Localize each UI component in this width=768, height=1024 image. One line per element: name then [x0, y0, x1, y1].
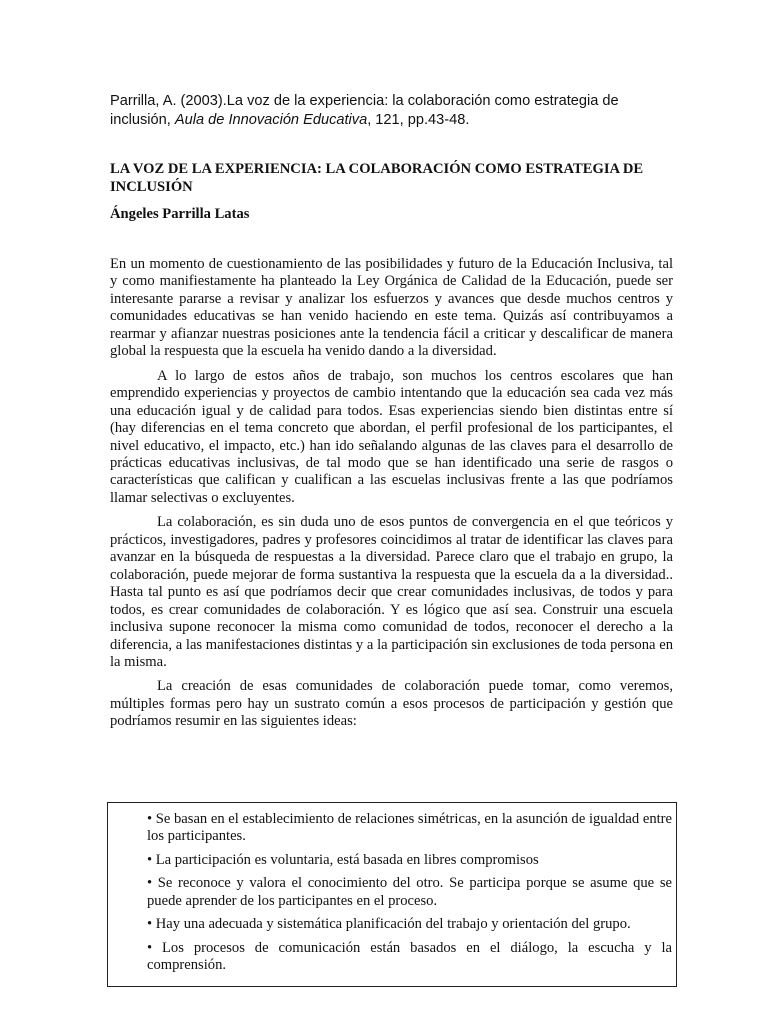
key-idea-item: • Los procesos de comunicación están basados en el diálogo, la escucha y la comprensión. — [147, 939, 672, 974]
key-ideas-list — [147, 811, 672, 975]
key-ideas-box — [107, 802, 677, 987]
key-idea-item: • Se basan en el establecimiento de relaciones simétricas, en la asunción de igualdad entre los participantes. — [147, 811, 673, 845]
article-title: LA VOZ DE LA EXPERIENCIA: LA COLABORACIÓN COMO ESTRATEGIA DE INCLUSIÓN — [110, 161, 644, 195]
key-idea-item: • Hay una adecuada y sistemática planificación del trabajo y orientación del grupo. — [147, 916, 631, 933]
paragraph-intro: En un momento de cuestionamiento de las posibilidades y futuro de la Educación Inclusiva, tal y como manifiestamente ha planteado la Ley Orgánica de Calidad de la Educación, puede ser interesante pararse a revisar y analizar los esfuerzos y avances que desde muchos centros y comunidades educativas se han venido haciendo en este tema. Quizás así contribuyamos a rearmar y afianzar nuestras posiciones ante la tendencia fácil a criticar y descalificar de manera global la respuesta que la escuela ha venido dando a la diversidad. — [110, 256, 673, 360]
citation — [110, 92, 670, 130]
paragraph-collaboration: La colaboración, es sin duda uno de esos puntos de convergencia en el que teóricos y prácticos, investigadores, padres y profesores coincidimos al tratar de identificar las claves para avanzar en la búsqueda de respuestas a la diversidad. Parece claro que el trabajo en grupo, la colaboración, puede mejorar de forma sustantiva la respuesta que la escuela da a la diversidad.. Hasta tal punto es así que podríamos decir que crear comunidades inclusivas, de todos y para todos, es crear comunidades de colaboración. Y es lógico que así sea. Construir una escuela inclusiva supone reconocer la misma como comunidad de todos, reconocer el derecho a la diferencia, a las manifestaciones distintas y a la participación sin exclusiones de toda persona en la misma. — [110, 514, 673, 670]
paragraph-communities: La creación de esas comunidades de colaboración puede tomar, como veremos, múltiples formas pero hay un sustrato común a esos procesos de participación y gestión que podríamos resumir en las siguientes ideas: — [110, 678, 673, 730]
key-idea-item: • La participación es voluntaria, está basada en libres compromisos — [147, 851, 539, 868]
article-body — [110, 256, 673, 738]
citation-journal: Aula de Innovación Educativa — [174, 112, 368, 128]
key-idea-item: • Se reconoce y valora el conocimiento del otro. Se participa porque se asume que se puede aprender de los participantes en el proceso. — [147, 875, 672, 909]
article-author: Ángeles Parrilla Latas — [110, 206, 250, 222]
paragraph-experiences: A lo largo de estos años de trabajo, son muchos los centros escolares que han emprendido experiencias y proyectos de cambio intentando que la educación sea cada vez más una educación igual y de calidad para todos. Esas experiencias siendo bien distintas entre sí (hay diferencias en el tema concreto que abordan, el perfil profesional de los participantes, el nivel educativo, el impacto, etc.) han ido señalando algunas de las claves para el desarrollo de prácticas educativas inclusivas, de tal modo que se han identificado una serie de rasgos o características que califican y cualifican a las escuelas inclusivas frente a las que podríamos llamar selectivas o excluyentes. — [110, 367, 673, 506]
citation-authors-title: Parrilla, A. (2003).La voz de la experiencia: la colaboración como estrategia de inclusión, — [110, 93, 619, 128]
citation-issue-pages: , 121, pp.43-48. — [367, 112, 470, 128]
